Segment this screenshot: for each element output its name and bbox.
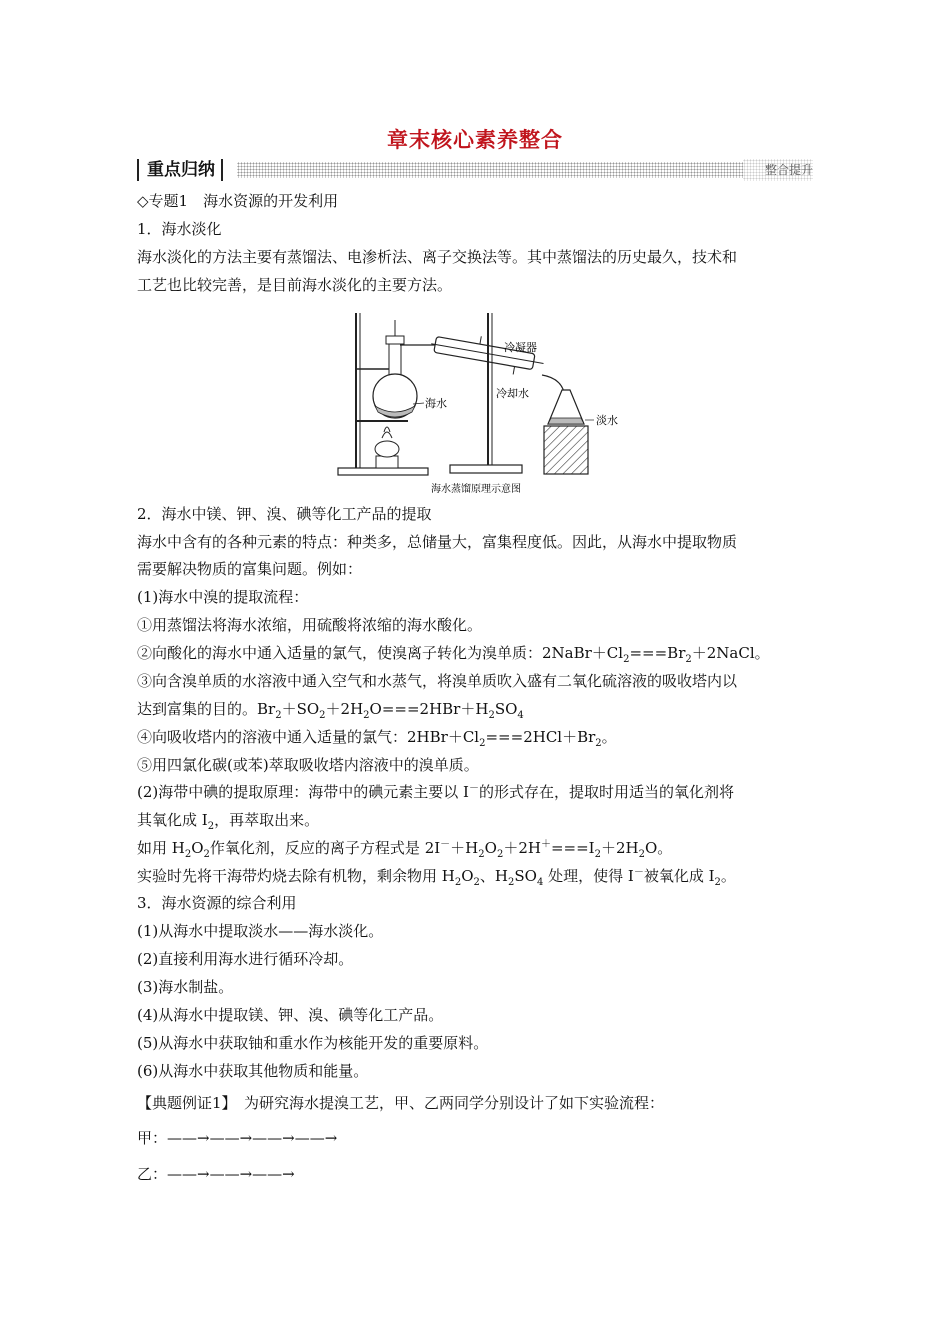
list-item: (3)海水制盐。 [137, 978, 234, 996]
paragraph-line: (1)海水中溴的提取流程： [137, 588, 309, 606]
section-label: 重点归纳 [137, 159, 223, 181]
subheading-3: 3．海水资源的综合利用 [137, 894, 297, 912]
paragraph-line: ①用蒸馏法将海水浓缩，用硫酸将浓缩的海水酸化。 [137, 616, 483, 634]
flow-jia: 甲：——→——→——→——→ [137, 1129, 338, 1147]
equation-line: 如用 $H_2O_2$作氧化剂，反应的离子方程式是 $2I^-+H_2O_2+2H^+===I_2+2H_2O$。 [137, 839, 673, 860]
equation-line: ②向酸化的海水中通入适量的氯气，使溴离子转化为溴单质：$2NaBr+Cl_2===Br_2+2NaCl$。 [137, 644, 770, 665]
paragraph-line: ⑤用四氯化碳(或苯)萃取吸收塔内溶液中的溴单质。 [137, 756, 479, 774]
left-stand-base [338, 468, 428, 475]
flow-yi: 乙：——→——→——→ [137, 1165, 295, 1183]
label-seawater: 海水 [425, 397, 447, 410]
list-item: (5)从海水中获取铀和重水作为核能开发的重要原料。 [137, 1034, 489, 1052]
paragraph-line: 实验时先将干海带灼烧去除有机物，剩余物用 $H_2O_2$、$H_2SO_4$ 处理，使得 I－被氧化成 $I_2$。 [137, 867, 736, 888]
section-header-bar [137, 159, 813, 181]
figure-caption: 海水蒸馏原理示意图 [431, 484, 521, 495]
label-condenser: 冷凝器 [504, 341, 537, 354]
distillation-diagram [338, 308, 618, 500]
label-cooling-water: 冷却水 [496, 387, 529, 400]
topic-heading: ◇专题1 海水资源的开发利用 [137, 192, 339, 210]
list-item: (4)从海水中提取镁、钾、溴、碘等化工产品。 [137, 1006, 444, 1024]
equation-line: 达到富集的目的。$Br_2+SO_2+2H_2O===2HBr+H_2SO_4$ [137, 700, 524, 721]
section-bar-pattern [237, 162, 743, 178]
paragraph-line: ③向含溴单质的水溶液中通入空气和水蒸气，将溴单质吹入盛有二氧化硫溶液的吸收塔内以 [137, 672, 738, 690]
label-fresh-water: 淡水 [596, 414, 618, 427]
equation-line: ④向吸收塔内的溶液中通入适量的氯气：$2HBr+Cl_2===2HCl+Br_2$。 [137, 728, 617, 749]
paragraph-line: 海水淡化的方法主要有蒸馏法、电渗析法、离子交换法等。其中蒸馏法的历史最久，技术和 [137, 248, 738, 266]
page-title: 章末核心素养整合 [387, 128, 563, 152]
subheading-2: 2．海水中镁、钾、溴、碘等化工产品的提取 [137, 505, 432, 523]
list-item: (6)从海水中获取其他物质和能量。 [137, 1062, 369, 1080]
list-item: (1)从海水中提取淡水——海水淡化。 [137, 922, 384, 940]
paragraph-line: 工艺也比较完善，是目前海水淡化的主要方法。 [137, 276, 453, 294]
subheading-1: 1．海水淡化 [137, 220, 222, 238]
section-right-label: 整合提升 [743, 159, 813, 181]
list-item: (2)直接利用海水进行循环冷却。 [137, 950, 354, 968]
hatched-support-block [544, 426, 588, 474]
paragraph-line: (2)海带中碘的提取原理：海带中的碘元素主要以 I－的形式存在，提取时用适当的氧化剂将 [137, 783, 734, 801]
paragraph-line: 海水中含有的各种元素的特点：种类多，总储量大，富集程度低。因此，从海水中提取物质 [137, 533, 738, 551]
example-heading: 【典题例证1】 为研究海水提溴工艺，甲、乙两同学分别设计了如下实验流程： [137, 1094, 665, 1112]
paragraph-line: 需要解决物质的富集问题。例如： [137, 560, 363, 578]
paragraph-line: 其氧化成 $I_2$，再萃取出来。 [137, 811, 320, 832]
